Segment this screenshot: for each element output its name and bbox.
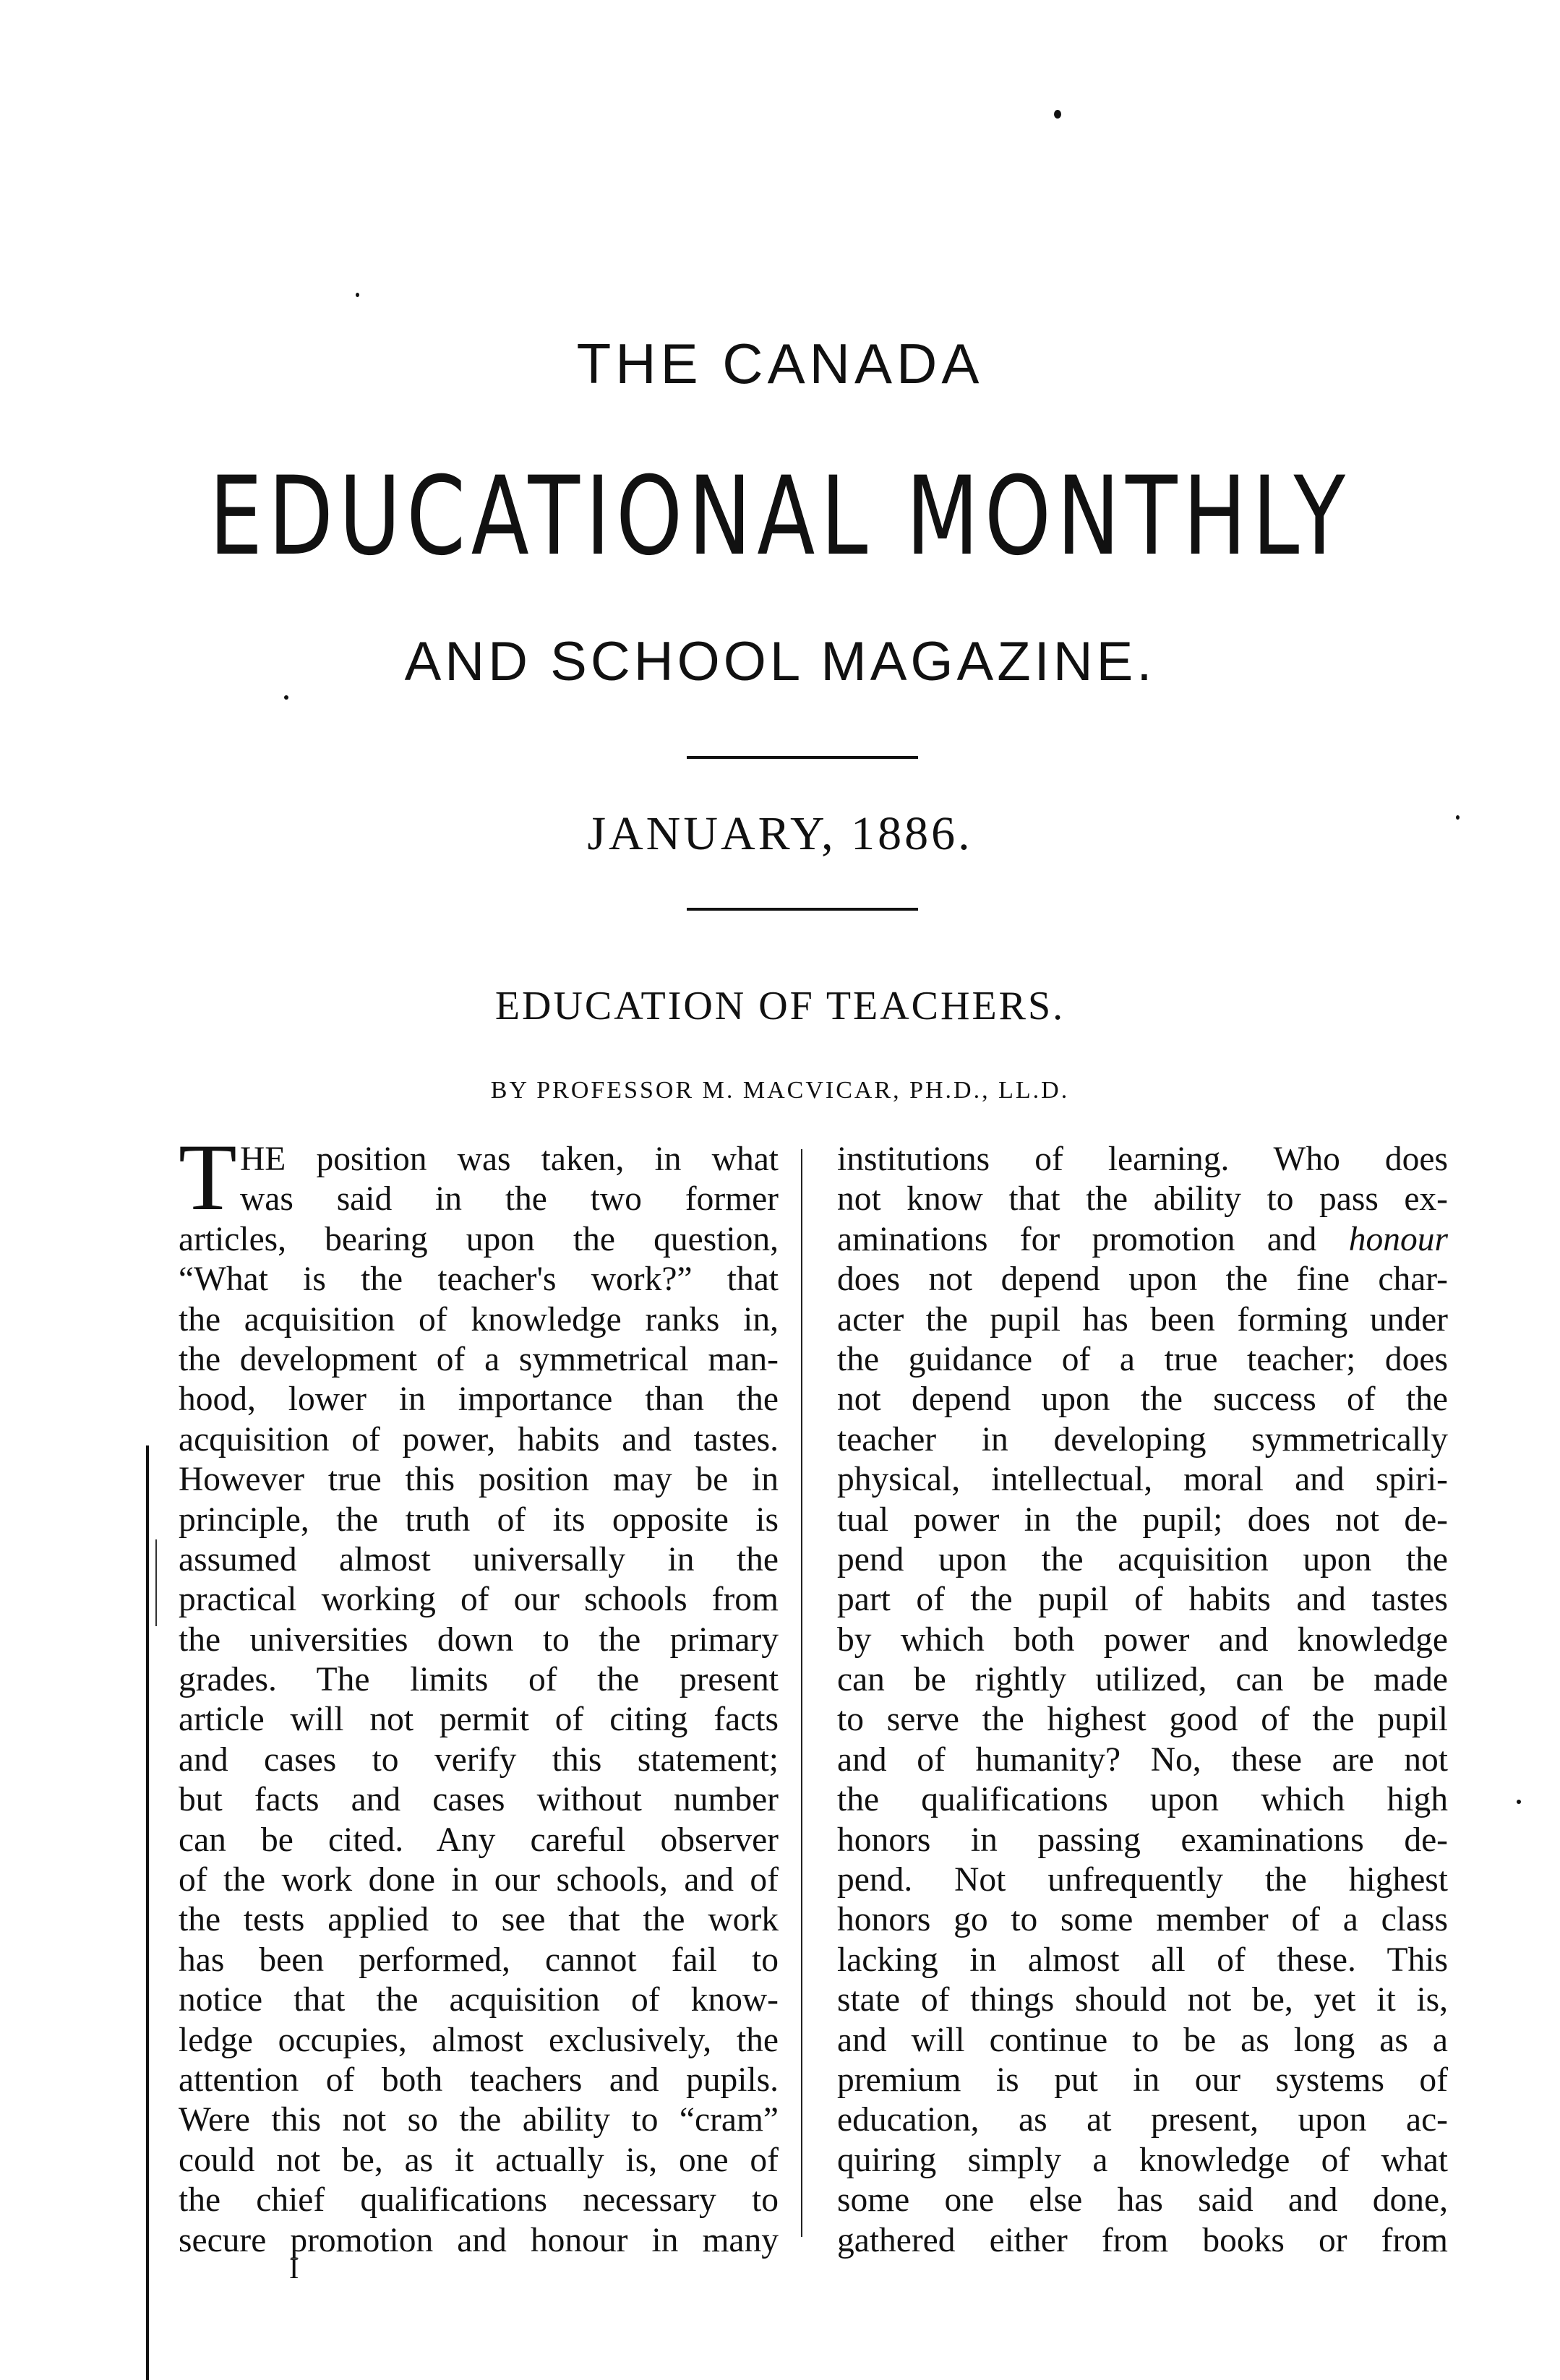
text-line: acquisition of power, habits and tastes. — [179, 1420, 779, 1458]
text-line: honors go to some member of a class — [837, 1901, 1448, 1939]
text-line: institutions of learning. Who does — [837, 1140, 1448, 1178]
text-line: grades. The limits of the present — [179, 1661, 779, 1699]
text-line: was said in the two former — [240, 1180, 779, 1219]
text-line: principle, the truth of its opposite is — [179, 1500, 779, 1539]
text-line: attention of both teachers and pupils. — [179, 2061, 779, 2099]
masthead-title: EDUCATIONAL MONTHLY — [209, 454, 1351, 580]
text-line: the guidance of a true teacher; does — [837, 1340, 1448, 1378]
text-line: does not depend upon the fine char- — [837, 1260, 1448, 1299]
text-line: hood, lower in importance than the — [179, 1380, 779, 1419]
text-line: physical, intellectual, moral and spiri- — [837, 1461, 1448, 1499]
text-line: by which both power and knowledge — [837, 1620, 1448, 1659]
text-line: not depend upon the success of the — [837, 1380, 1448, 1419]
issue-date: JANUARY, 1886. — [587, 807, 973, 860]
text-fragment: aminations for promotion and — [837, 1220, 1349, 1258]
binding-edge-mark — [146, 1445, 149, 2380]
text-line: practical working of our schools from — [179, 1581, 779, 1619]
text-line: notice that the acquisition of know- — [179, 1981, 779, 2019]
text-line: articles, bearing upon the question, — [179, 1220, 779, 1258]
print-speck — [1517, 1800, 1521, 1804]
column-divider — [801, 1149, 802, 2237]
text-line: ledge occupies, almost exclusively, the — [179, 2021, 779, 2059]
masthead-line-1: THE CANADA — [576, 332, 984, 395]
masthead-line-3: AND SCHOOL MAGAZINE. — [404, 631, 1156, 692]
drop-cap: T — [179, 1124, 237, 1230]
text-line: teacher in developing symmetrically — [837, 1420, 1448, 1458]
text-line: can be rightly utilized, can be made — [837, 1661, 1448, 1699]
text-line: quiring simply a knowledge of what — [837, 2141, 1448, 2179]
text-line-with-italic — [837, 1220, 1448, 1260]
text-line: and will continue to be as long as a — [837, 2021, 1448, 2059]
text-line: not know that the ability to pass ex- — [837, 1180, 1448, 1219]
divider-rule — [687, 756, 918, 759]
text-line: and cases to verify this statement; — [179, 1740, 779, 1779]
left-column — [179, 1124, 779, 2261]
print-speck — [284, 695, 288, 700]
text-line: education, as at present, upon ac- — [837, 2101, 1448, 2139]
text-line: some one else has said and done, — [837, 2181, 1448, 2220]
text-line: has been performed, cannot fail to — [179, 1941, 779, 1979]
text-line: part of the pupil of habits and tastes — [837, 1581, 1448, 1619]
text-line: tual power in the pupil; does not de- — [837, 1500, 1448, 1539]
text-line: secure promotion and honour in many — [179, 2221, 779, 2259]
text-line: but facts and cases without number — [179, 1781, 779, 1819]
text-line: of the work done in our schools, and of — [179, 1861, 779, 1899]
text-line: pend upon the acquisition upon the — [837, 1540, 1448, 1578]
text-line: the acquisition of knowledge ranks in, — [179, 1300, 779, 1339]
text-line: However true this position may be in — [179, 1461, 779, 1499]
text-line: state of things should not be, yet it is, — [837, 1981, 1448, 2019]
text-line: the tests applied to see that the work — [179, 1901, 779, 1939]
text-line: to serve the highest good of the pupil — [837, 1701, 1448, 1739]
text-line: the universities down to the primary — [179, 1620, 779, 1659]
binding-edge-mark — [155, 1539, 157, 1626]
text-line: gathered either from books or from — [837, 2221, 1448, 2259]
text-line: article will not permit of citing facts — [179, 1701, 779, 1739]
divider-rule — [687, 908, 918, 911]
article-byline: BY PROFESSOR M. MACVICAR, PH.D., LL.D. — [490, 1077, 1070, 1104]
text-line: can be cited. Any careful observer — [179, 1821, 779, 1859]
text-line: pend. Not unfrequently the highest — [837, 1861, 1448, 1899]
text-line: Were this not so the ability to “cram” — [179, 2101, 779, 2139]
text-line: assumed almost universally in the — [179, 1540, 779, 1578]
text-line: honors in passing examinations de- — [837, 1821, 1448, 1859]
text-line: could not be, as it actually is, one of — [179, 2141, 779, 2179]
text-line: the qualifications upon which high — [837, 1781, 1448, 1819]
text-line: premium is put in our systems of — [837, 2061, 1448, 2099]
text-line: the development of a symmetrical man- — [179, 1340, 779, 1378]
text-line: HE position was taken, in what — [240, 1140, 779, 1178]
print-speck — [356, 293, 359, 297]
italic-word: honour — [1348, 1220, 1448, 1258]
page-number: I — [289, 2252, 299, 2285]
text-line: the chief qualifications necessary to — [179, 2181, 779, 2220]
text-line: acter the pupil has been forming under — [837, 1300, 1448, 1339]
text-line: and of humanity? No, these are not — [837, 1740, 1448, 1779]
text-line: “What is the teacher's work?” that — [179, 1260, 779, 1299]
text-line: lacking in almost all of these. This — [837, 1941, 1448, 1979]
print-speck — [1054, 110, 1061, 119]
right-column — [837, 1140, 1448, 2261]
article-title: EDUCATION OF TEACHERS. — [494, 984, 1066, 1028]
